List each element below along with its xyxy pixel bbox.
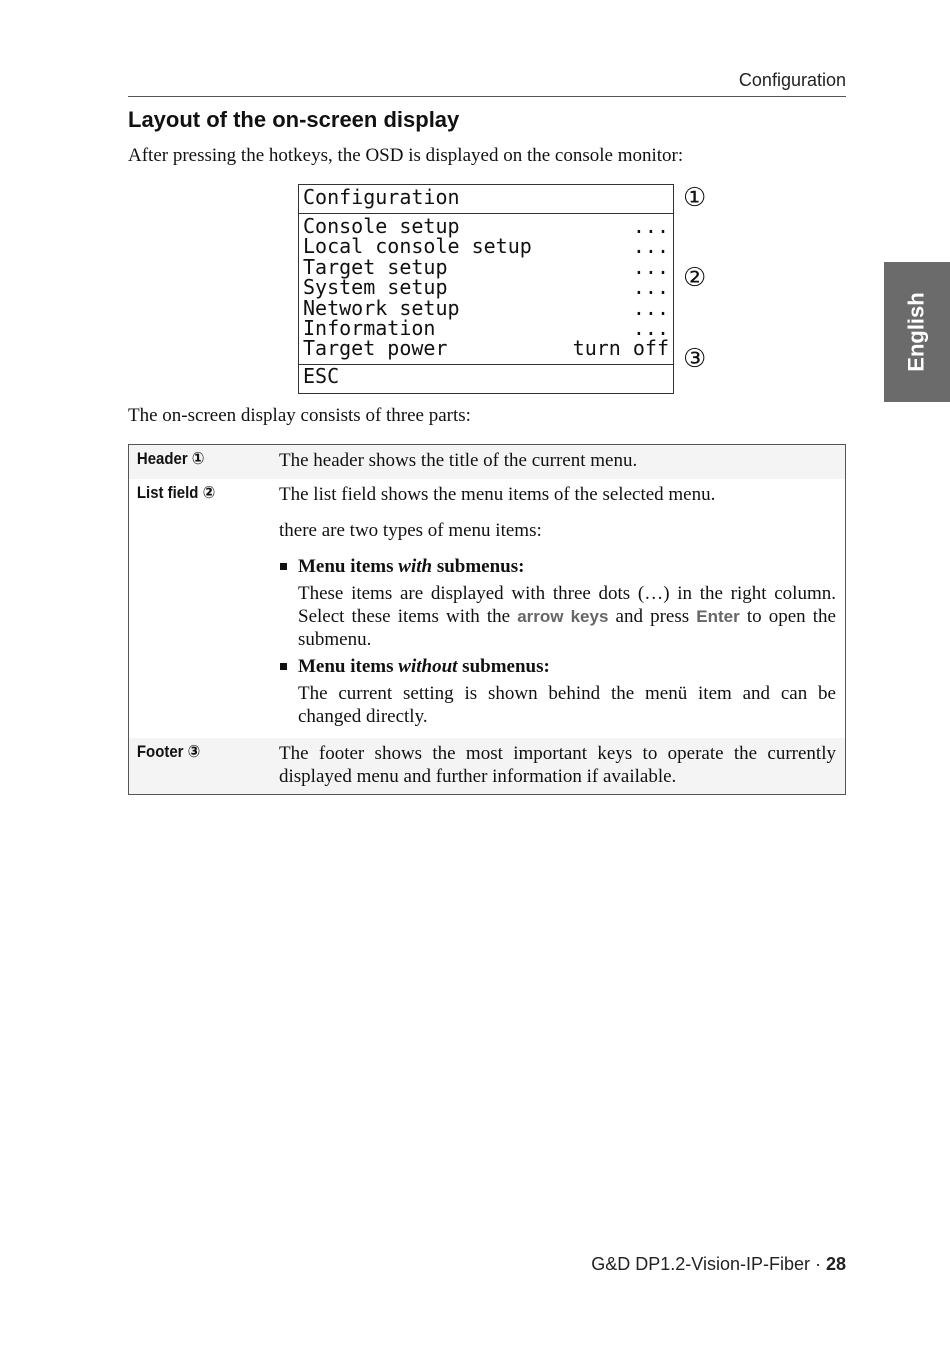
osd-item-value: ... [632, 234, 669, 259]
language-tab [884, 262, 950, 402]
header-rule [128, 96, 846, 97]
callout-list-field: ② [683, 263, 707, 293]
callout-header: ① [683, 183, 707, 213]
parts-table [128, 444, 846, 795]
running-head: Configuration [738, 70, 846, 90]
osd-item-label: Target setup [303, 254, 448, 279]
osd-screen [298, 184, 674, 394]
table-row-footer [129, 738, 845, 794]
row-label: Header ① [136, 449, 205, 468]
menu-types-intro: there are two types of menu items: [279, 520, 542, 541]
key-name: arrow keys [517, 607, 609, 626]
osd-item-label: Local console setup [303, 234, 532, 259]
parts-intro: The on-screen display consists of three parts: [128, 405, 471, 426]
bullet-heading: Menu items without submenus: [298, 656, 550, 677]
page-footer [591, 1254, 846, 1275]
product-name: G&D DP1.2-Vision-IP-Fiber · [591, 1254, 826, 1274]
list-item [279, 655, 836, 728]
osd-item-label: Network setup [303, 295, 460, 320]
osd-item-label: Console setup [303, 214, 460, 238]
osd-item-value: turn off [572, 336, 669, 361]
list-field-description: The list field shows the menu items of the selected menu. [279, 484, 716, 505]
row-label: List field ② [136, 483, 216, 502]
key-name: Enter [696, 607, 740, 626]
header-description: The header shows the title of the current menu. [279, 450, 638, 471]
callout-footer: ③ [683, 344, 707, 374]
osd-item-label: System setup [303, 275, 448, 300]
osd-header: Configuration [299, 185, 673, 214]
row-label: Footer ③ [136, 742, 201, 761]
osd-item-value: ... [632, 254, 669, 279]
table-row-list-field [129, 479, 845, 738]
osd-list-item [303, 315, 669, 340]
osd-item-label: Target power [303, 336, 448, 361]
row-text [269, 479, 845, 738]
osd-item-value: ... [632, 275, 669, 300]
language-tab-label: English [904, 292, 930, 372]
menu-types-list [279, 555, 836, 728]
osd-item-value: ... [632, 315, 669, 340]
bullet-heading: Menu items with submenus: [298, 556, 525, 577]
row-text [269, 445, 845, 479]
list-item [279, 555, 836, 651]
osd-list-field [299, 214, 673, 364]
bullet-description: These items are displayed with three dots (…) in the right column. Select these items with the arrow keys and press Enter to open the submenu. [298, 583, 836, 650]
page-number: 28 [825, 1254, 846, 1274]
osd-item-label: Information [303, 315, 436, 340]
osd-item-value: ... [632, 295, 669, 320]
footer-description: The footer shows the most important keys to operate the currently displayed menu and further information if available. [279, 743, 836, 787]
osd-footer: ESC [299, 364, 673, 393]
osd-list-item [303, 275, 669, 300]
osd-list-item [303, 254, 669, 279]
osd-list-item [303, 234, 669, 259]
intro-paragraph: After pressing the hotkeys, the OSD is displayed on the console monitor: [128, 145, 684, 166]
osd-item-value: ... [632, 214, 669, 238]
osd-list-item [303, 336, 669, 361]
row-text [269, 738, 845, 794]
osd-list-item [303, 295, 669, 320]
osd-list-item [303, 216, 669, 236]
table-row-header [129, 445, 845, 479]
bullet-description: The current setting is shown behind the menü item and can be changed directly. [298, 683, 836, 727]
section-title: Layout of the on-screen display [128, 107, 460, 132]
